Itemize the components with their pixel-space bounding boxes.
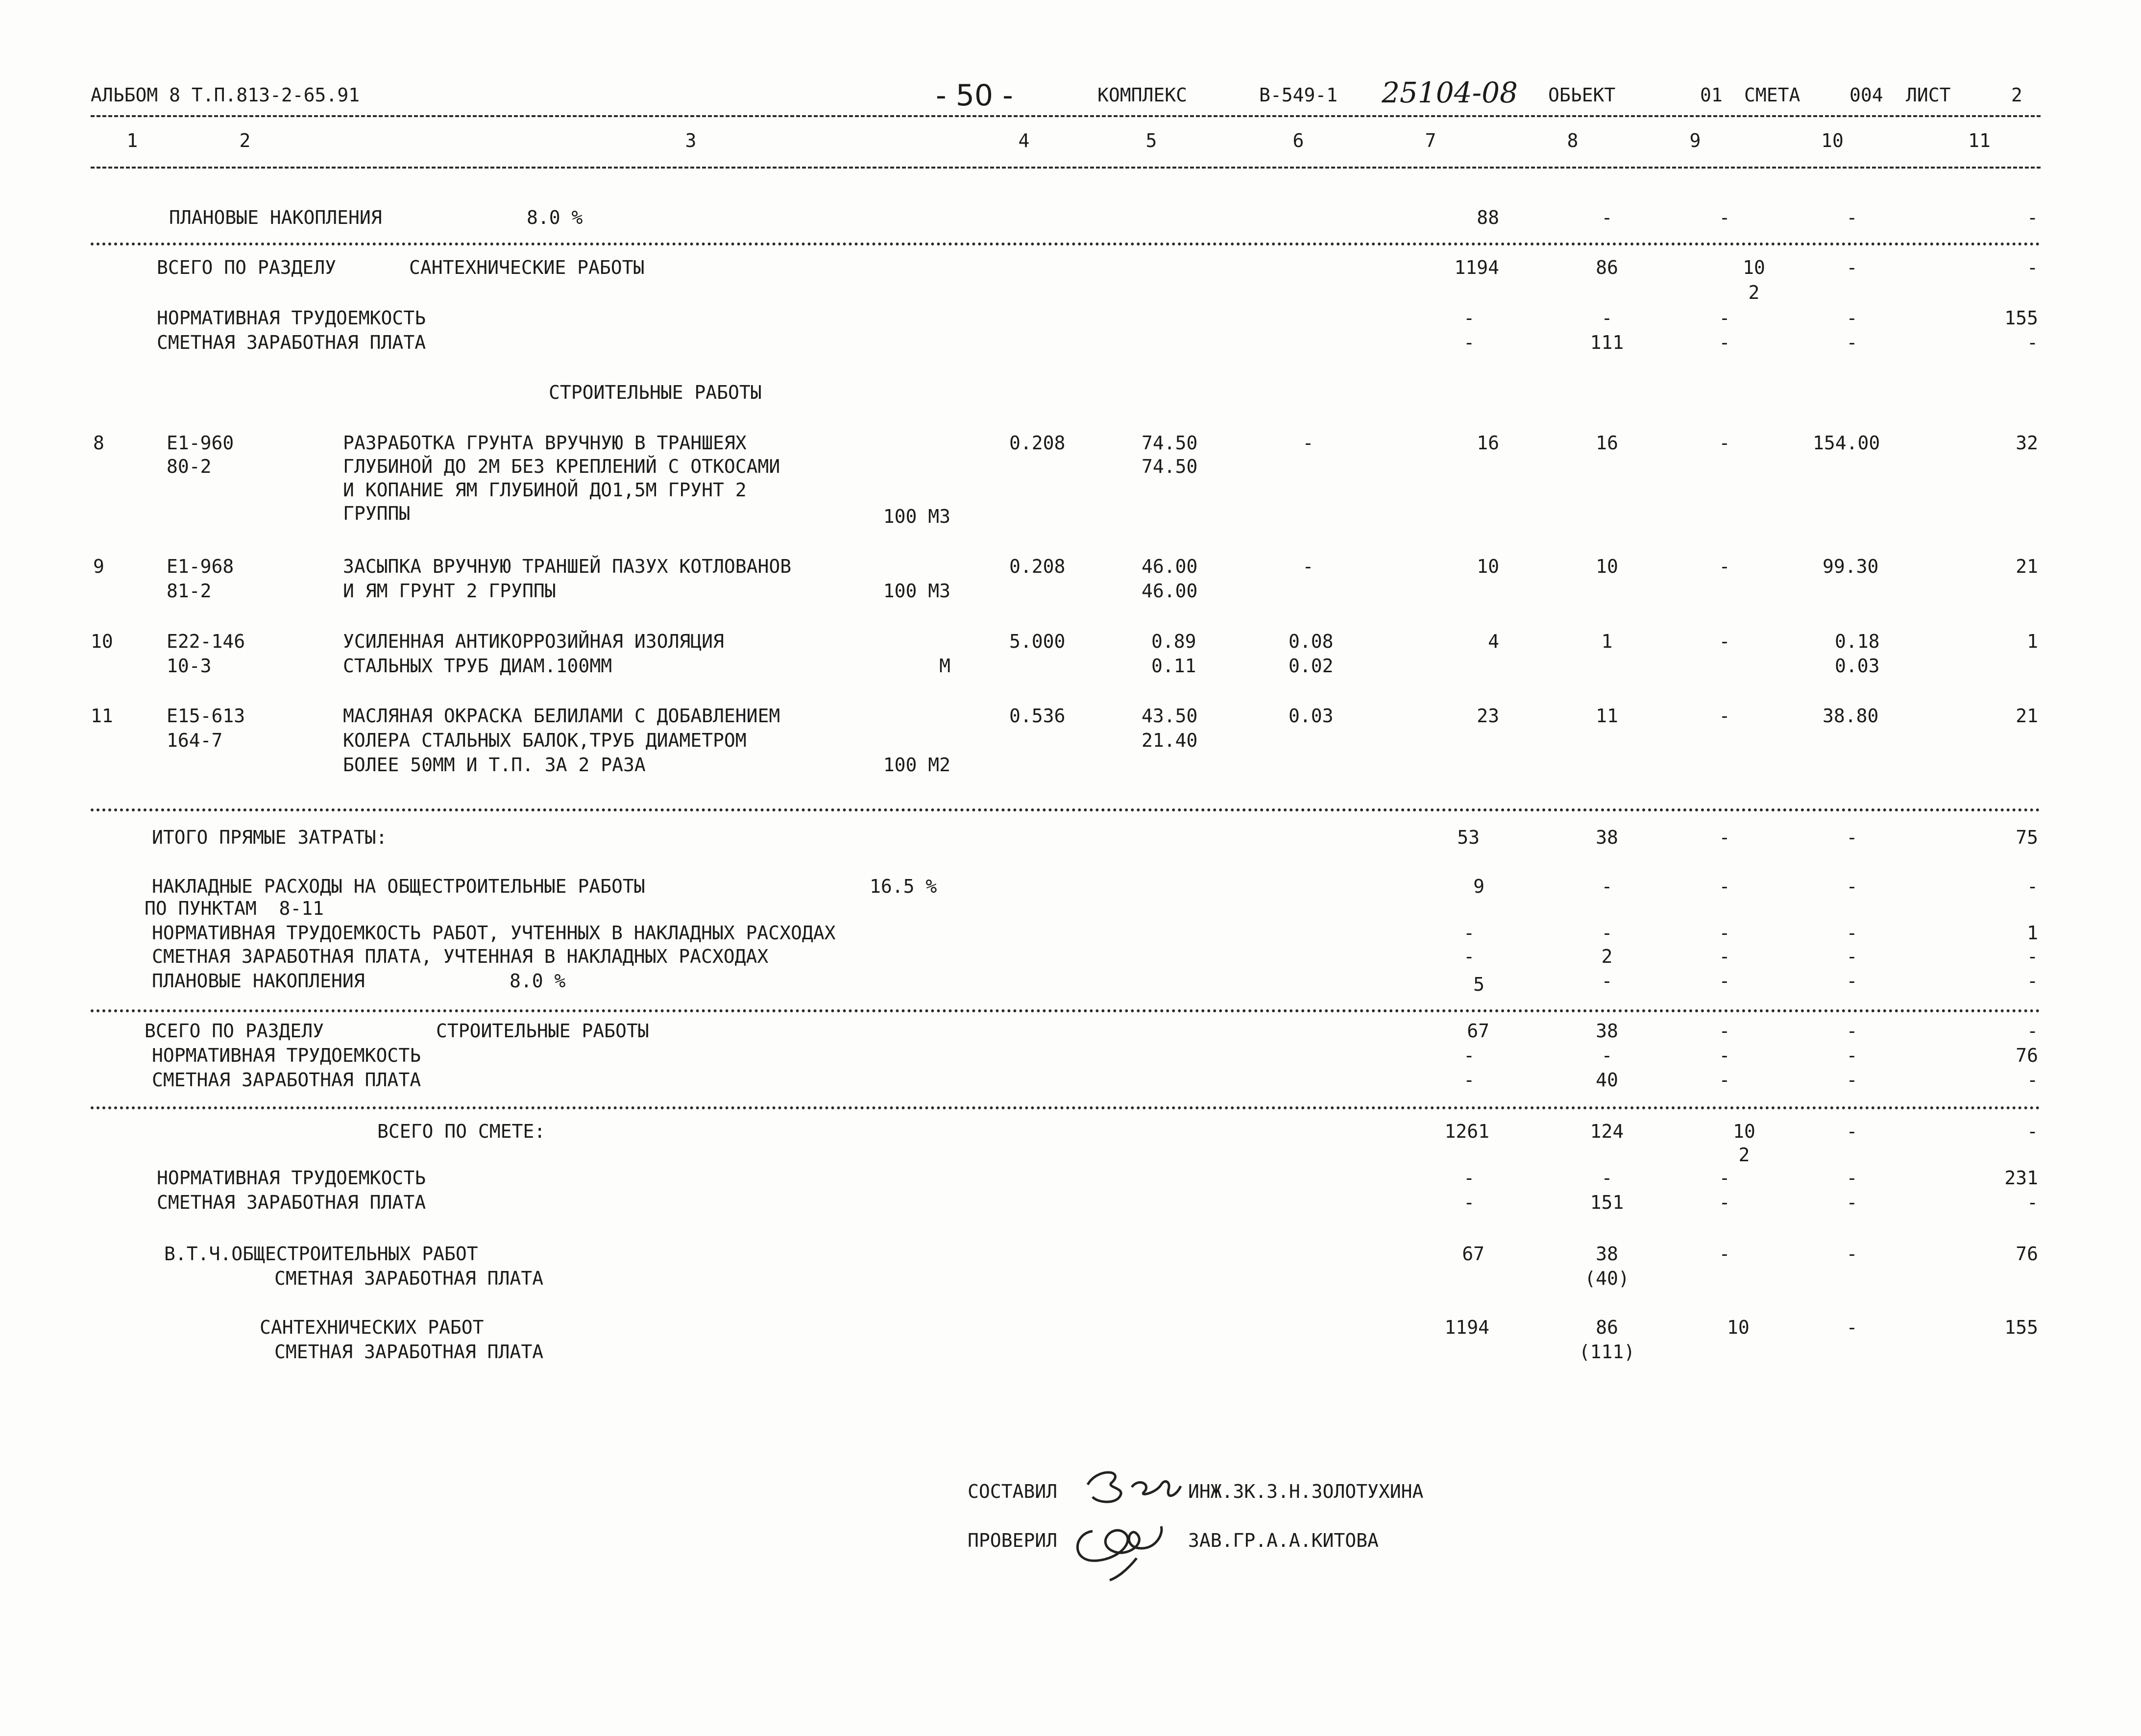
col11-value: 75	[2016, 827, 2038, 848]
col11-value: -	[2027, 257, 2038, 278]
col9-value: 10	[1733, 1121, 1755, 1142]
complex-label: КОМПЛЕКС	[1097, 84, 1188, 106]
section-total-name: САНТЕХНИЧЕСКИЕ РАБОТЫ	[409, 257, 645, 278]
col8-sub-value: (111)	[1579, 1341, 1635, 1363]
col9-value: 10	[1743, 257, 1765, 278]
item-unit-cost: 0.89	[1151, 631, 1196, 652]
column-number: 4	[1018, 130, 1030, 151]
col10-value: -	[1846, 827, 1858, 848]
smeta-number: 004	[1849, 84, 1883, 106]
col7-value: 16	[1477, 432, 1499, 454]
breakdown-label: В.Т.Ч.ОБЩЕСТРОИТЕЛЬНЫХ РАБОТ	[164, 1243, 478, 1265]
col10-value: -	[1846, 207, 1858, 228]
col11-value: -	[2027, 970, 2038, 992]
col9-value: -	[1719, 705, 1730, 727]
column-number: 7	[1425, 130, 1436, 151]
col7-value: 1261	[1444, 1121, 1489, 1142]
col11-value: -	[2027, 946, 2038, 967]
col10-value: -	[1846, 876, 1858, 897]
item-machine-cost: 0.08	[1289, 631, 1334, 652]
col11-value: 231	[2004, 1167, 2038, 1189]
col9-value: -	[1719, 432, 1730, 454]
item-number: 9	[93, 556, 104, 577]
column-number: 5	[1145, 130, 1157, 151]
col7-value: 10	[1477, 556, 1499, 577]
dotted-separator	[91, 1009, 2041, 1012]
col7-value: 67	[1467, 1020, 1489, 1042]
item-description-line: КОЛЕРА СТАЛЬНЫХ БАЛОК,ТРУБ ДИАМЕТРОМ	[343, 730, 747, 751]
item-unit: 100 М3	[883, 580, 950, 602]
smeta-label: СМЕТА	[1744, 84, 1800, 106]
col11-value: -	[2027, 876, 2038, 897]
item-quantity: 0.208	[1009, 432, 1066, 454]
col8-value: 16	[1596, 432, 1618, 454]
col10-value: 0.18	[1835, 631, 1880, 652]
item-description-line: И КОПАНИЕ ЯМ ГЛУБИНОЙ ДО1,5М ГРУНТ 2	[343, 479, 747, 501]
col10-value: 38.80	[1823, 705, 1879, 727]
section-total-label: ВСЕГО ПО РАЗДЕЛУ	[145, 1020, 324, 1042]
col7-value: 9	[1473, 876, 1484, 897]
col8-value: 86	[1596, 257, 1618, 278]
item-code-sub: 80-2	[167, 456, 212, 477]
col11-value: -	[2027, 207, 2038, 228]
item-code: Е22-146	[167, 631, 245, 652]
column-number: 9	[1689, 130, 1701, 151]
wage-label: СМЕТНАЯ ЗАРАБОТНАЯ ПЛАТА	[157, 1192, 426, 1213]
col11-value: 1	[2027, 922, 2038, 944]
col11-value: -	[2027, 1020, 2038, 1042]
item-number: 11	[91, 705, 113, 727]
item-number: 10	[91, 631, 113, 652]
col8-value: 124	[1590, 1121, 1624, 1142]
col9-value: -	[1719, 307, 1730, 329]
col9-value: -	[1719, 1020, 1730, 1042]
item-description-line: РАЗРАБОТКА ГРУНТА ВРУЧНУЮ В ТРАНШЕЯХ	[343, 432, 747, 454]
col8-value: 40	[1596, 1069, 1618, 1091]
col8-value: 10	[1596, 556, 1618, 577]
wage-label: СМЕТНАЯ ЗАРАБОТНАЯ ПЛАТА	[152, 1069, 421, 1091]
overhead-percent: 16.5 %	[870, 876, 937, 897]
column-number: 10	[1821, 130, 1844, 151]
item-quantity: 0.208	[1009, 556, 1066, 577]
item-code: Е1-960	[167, 432, 234, 454]
col9-value: -	[1719, 332, 1730, 353]
col10-value: -	[1846, 1045, 1858, 1066]
item-machine-cost: -	[1302, 432, 1314, 454]
col7-value: 23	[1477, 705, 1499, 727]
col10-value: -	[1846, 970, 1858, 992]
col10-value: -	[1846, 946, 1858, 967]
item-unit-wage: 21.40	[1142, 730, 1198, 751]
dotted-separator	[91, 243, 2041, 245]
col9-value: 10	[1727, 1317, 1750, 1338]
col11-value: 155	[2004, 1317, 2038, 1338]
checked-by-label: ПРОВЕРИЛ	[968, 1530, 1058, 1551]
col10-value: -	[1846, 1192, 1858, 1213]
labor-label: НОРМАТИВНАЯ ТРУДОЕМКОСТЬ	[157, 307, 426, 329]
item-code: Е15-613	[167, 705, 245, 727]
dotted-separator	[91, 808, 2041, 811]
col7-value: -	[1463, 1045, 1475, 1066]
item-quantity: 0.536	[1009, 705, 1066, 727]
item-code-sub: 81-2	[167, 580, 212, 602]
col8-value: -	[1601, 207, 1613, 228]
composed-by-name: ИНЖ.ЗК.З.Н.ЗОЛОТУХИНА	[1188, 1481, 1424, 1502]
col7-value: -	[1463, 1167, 1475, 1189]
col10-value: 99.30	[1823, 556, 1879, 577]
col11-value: -	[2027, 1069, 2038, 1091]
column-number: 11	[1968, 130, 1991, 151]
col10-value: -	[1846, 1069, 1858, 1091]
column-number: 6	[1292, 130, 1304, 151]
complex-handwritten-number: 25104-08	[1382, 76, 1518, 109]
planned-percent: 8.0 %	[527, 207, 583, 228]
item-description-line: ГЛУБИНОЙ ДО 2М БЕЗ КРЕПЛЕНИЙ С ОТКОСАМИ	[343, 456, 780, 477]
item-code-sub: 10-3	[167, 655, 212, 677]
col7-value: -	[1463, 307, 1475, 329]
column-number: 1	[126, 130, 138, 151]
col9-value: -	[1719, 876, 1730, 897]
item-code-sub: 164-7	[167, 730, 223, 751]
col9-value: -	[1719, 1069, 1730, 1091]
col10-value: -	[1846, 332, 1858, 353]
labor-label: НОРМАТИВНАЯ ТРУДОЕМКОСТЬ	[152, 1045, 421, 1066]
col9-value: -	[1719, 1167, 1730, 1189]
column-header-rule	[91, 167, 2041, 169]
col9-value: -	[1719, 922, 1730, 944]
item-description-line: СТАЛЬНЫХ ТРУБ ДИАМ.100ММ	[343, 655, 612, 677]
object-label: ОБЬЕКТ	[1548, 84, 1616, 106]
column-number: 3	[685, 130, 697, 151]
list-label: ЛИСТ	[1906, 84, 1951, 106]
item-description-line: ГРУППЫ	[343, 503, 411, 524]
col10-value: -	[1846, 1317, 1858, 1338]
col9-value: -	[1719, 1192, 1730, 1213]
col7-value: 67	[1462, 1243, 1484, 1265]
item-description-line: БОЛЕЕ 50ММ И Т.П. ЗА 2 РАЗА	[343, 754, 646, 776]
col11-value: 21	[2016, 705, 2038, 727]
col9-value: -	[1719, 207, 1730, 228]
col8-value: -	[1601, 970, 1613, 992]
col9-value: -	[1719, 1243, 1730, 1265]
overhead-planned-percent: 8.0 %	[510, 970, 566, 992]
col8-value: 2	[1601, 946, 1613, 967]
overhead-wage-label: СМЕТНАЯ ЗАРАБОТНАЯ ПЛАТА, УЧТЕННАЯ В НАКЛАДНЫХ РАСХОДАХ	[152, 946, 769, 967]
overhead-label: НАКЛАДНЫЕ РАСХОДЫ НА ОБЩЕСТРОИТЕЛЬНЫЕ РАБОТЫ	[152, 876, 645, 897]
item-quantity: 5.000	[1009, 631, 1066, 652]
item-number: 8	[93, 432, 104, 454]
overhead-scope: ПО ПУНКТАМ 8-11	[145, 898, 324, 919]
direct-label: ИТОГО ПРЯМЫЕ ЗАТРАТЫ:	[152, 827, 388, 848]
col11-value: -	[2027, 332, 2038, 353]
col7-value: 1194	[1444, 1317, 1489, 1338]
col11-value: 21	[2016, 556, 2038, 577]
item-machine-cost: 0.03	[1289, 705, 1334, 727]
column-number: 2	[239, 130, 251, 151]
col9-value: -	[1719, 946, 1730, 967]
overhead-labor-label: НОРМАТИВНАЯ ТРУДОЕМКОСТЬ РАБОТ, УЧТЕННЫХ В НАКЛАДНЫХ РАСХОДАХ	[152, 922, 836, 944]
col8-value: -	[1601, 307, 1613, 329]
object-number: 01	[1700, 84, 1723, 106]
section-total-name: СТРОИТЕЛЬНЫЕ РАБОТЫ	[436, 1020, 649, 1042]
col7-value: 53	[1457, 827, 1480, 848]
col7-value: -	[1463, 946, 1475, 967]
col7-value: 4	[1488, 631, 1499, 652]
composed-by-label: СОСТАВИЛ	[968, 1481, 1058, 1502]
overhead-planned-label: ПЛАНОВЫЕ НАКОПЛЕНИЯ	[152, 970, 365, 992]
col8-value: 151	[1590, 1192, 1624, 1213]
col11-value: 76	[2016, 1243, 2038, 1265]
signature-drawing	[1063, 1504, 1191, 1583]
signature-drawing	[1078, 1458, 1186, 1512]
col8-value: -	[1601, 1167, 1613, 1189]
planned-label: ПЛАНОВЫЕ НАКОПЛЕНИЯ	[169, 207, 382, 228]
item-description-line: И ЯМ ГРУНТ 2 ГРУППЫ	[343, 580, 556, 602]
col7-value: -	[1463, 1192, 1475, 1213]
dotted-separator	[91, 1106, 2041, 1109]
col8-value: -	[1601, 922, 1613, 944]
col10-value: -	[1846, 922, 1858, 944]
item-unit: М	[939, 655, 950, 677]
col10-value: -	[1846, 257, 1858, 278]
col10-value: 154.00	[1813, 432, 1880, 454]
col11-value: -	[2027, 1192, 2038, 1213]
col8-value: -	[1601, 1045, 1613, 1066]
col8-value: 86	[1596, 1317, 1618, 1338]
wage-label: СМЕТНАЯ ЗАРАБОТНАЯ ПЛАТА	[157, 332, 426, 353]
col8-sub-value: (40)	[1584, 1268, 1630, 1289]
col9-value: -	[1719, 1045, 1730, 1066]
breakdown-label: САНТЕХНИЧЕСКИХ РАБОТ	[260, 1317, 484, 1338]
col11-value: 76	[2016, 1045, 2038, 1066]
item-machine-cost: -	[1302, 556, 1314, 577]
item-code: Е1-968	[167, 556, 234, 577]
item-unit-cost: 74.50	[1142, 432, 1198, 454]
item-description-line: УСИЛЕННАЯ АНТИКОРРОЗИЙНАЯ ИЗОЛЯЦИЯ	[343, 631, 724, 652]
col8-value: 38	[1596, 1243, 1618, 1265]
col7-value: 5	[1473, 974, 1484, 995]
col10-sub-value: 0.03	[1835, 655, 1880, 677]
header-rule	[91, 115, 2041, 117]
col11-value: 1	[2027, 631, 2038, 652]
col8-value: 111	[1590, 332, 1624, 353]
col7-value: 1194	[1454, 257, 1499, 278]
col10-value: -	[1846, 307, 1858, 329]
col10-value: -	[1846, 1243, 1858, 1265]
col10-value: -	[1846, 1020, 1858, 1042]
item-description-line: ЗАСЫПКА ВРУЧНУЮ ТРАНШЕЙ ПАЗУХ КОТЛОВАНОВ	[343, 556, 792, 577]
col8-value: 38	[1596, 827, 1618, 848]
item-unit-wage: 46.00	[1142, 580, 1198, 602]
item-unit: 100 М3	[883, 506, 950, 527]
item-unit-wage: 0.11	[1151, 655, 1196, 677]
labor-label: НОРМАТИВНАЯ ТРУДОЕМКОСТЬ	[157, 1167, 426, 1189]
col9-sub-value: 2	[1748, 282, 1760, 303]
col11-value: -	[2027, 1121, 2038, 1142]
column-number: 8	[1567, 130, 1579, 151]
item-unit-cost: 43.50	[1142, 705, 1198, 727]
col10-value: -	[1846, 1167, 1858, 1189]
section-title: СТРОИТЕЛЬНЫЕ РАБОТЫ	[549, 382, 762, 403]
col7-value: -	[1463, 332, 1475, 353]
item-unit-wage: 74.50	[1142, 456, 1198, 477]
col10-value: -	[1846, 1121, 1858, 1142]
col9-sub-value: 2	[1738, 1144, 1750, 1166]
col9-value: -	[1719, 556, 1730, 577]
grand-total-label: ВСЕГО ПО СМЕТЕ:	[377, 1121, 546, 1142]
col7-value: -	[1463, 1069, 1475, 1091]
col8-value: 11	[1596, 705, 1618, 727]
col9-value: -	[1719, 970, 1730, 992]
col11-value: 155	[2004, 307, 2038, 329]
col8-value: 1	[1601, 631, 1613, 652]
checked-by-name: ЗАВ.ГР.А.А.КИТОВА	[1188, 1530, 1379, 1551]
album-code: АЛЬБОМ 8 Т.П.813-2-65.91	[91, 84, 360, 106]
section-total-label: ВСЕГО ПО РАЗДЕЛУ	[157, 257, 337, 278]
item-machine-wage: 0.02	[1289, 655, 1334, 677]
col7-value: -	[1463, 922, 1475, 944]
breakdown-sub-label: СМЕТНАЯ ЗАРАБОТНАЯ ПЛАТА	[274, 1341, 544, 1363]
col8-value: -	[1601, 876, 1613, 897]
page-number: - 50 -	[936, 78, 1013, 113]
col9-value: -	[1719, 631, 1730, 652]
col7-value: 88	[1477, 207, 1499, 228]
item-unit: 100 М2	[883, 754, 950, 776]
breakdown-sub-label: СМЕТНАЯ ЗАРАБОТНАЯ ПЛАТА	[274, 1268, 544, 1289]
item-unit-cost: 46.00	[1142, 556, 1198, 577]
list-number: 2	[2011, 84, 2022, 106]
complex-code: В-549-1	[1259, 84, 1338, 106]
col11-value: 32	[2016, 432, 2038, 454]
item-description-line: МАСЛЯНАЯ ОКРАСКА БЕЛИЛАМИ С ДОБАВЛЕНИЕМ	[343, 705, 780, 727]
col9-value: -	[1719, 827, 1730, 848]
col8-value: 38	[1596, 1020, 1618, 1042]
